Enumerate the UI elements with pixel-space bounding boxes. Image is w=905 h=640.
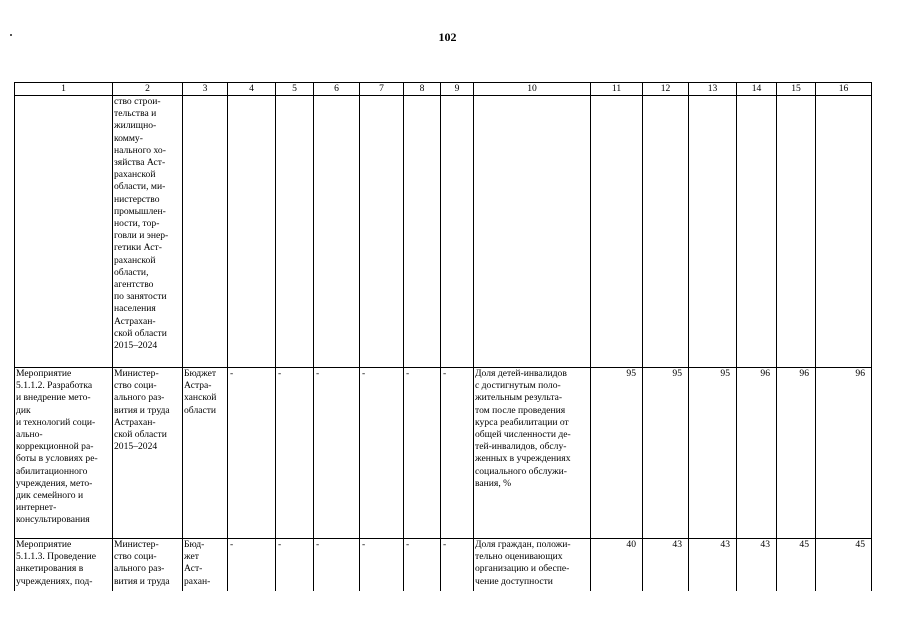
executor-cell: ство строи- тельства и жилищно- комму- нального хо- зяйства Аст- раханской области, ми- нистерство промышлен- ности, тор- говли и энер- гетики Аст- раханской области, агентство по занятости населения Астрахан- ской области 2015–2024 <box>113 96 183 368</box>
indicator-cell: Доля детей-инвалидов с достигнутым поло- жительным результа- том после проведения курса реабилитации от общей численности де- тей-инвалидов, обслу- женных в учреждениях социального обслужи- вания, % <box>474 368 591 539</box>
col-header: 6 <box>314 83 360 96</box>
value-cell: 40 <box>591 539 643 591</box>
dash-cell: - <box>360 539 404 591</box>
col-header: 1 <box>15 83 113 96</box>
value-cell: 45 <box>777 539 816 591</box>
indicator-cell: Доля граждан, положи- тельно оценивающих организацию и обеспе- чение доступности <box>474 539 591 591</box>
dash-cell: - <box>228 539 276 591</box>
dash-cell: - <box>441 539 474 591</box>
col-header: 16 <box>816 83 872 96</box>
col-header: 7 <box>360 83 404 96</box>
activities-table <box>14 82 872 591</box>
col-header: 15 <box>777 83 816 96</box>
value-cell: 96 <box>777 368 816 539</box>
col-header: 5 <box>276 83 314 96</box>
executor-cell: Министер- ство соци- ального раз- вития и труда Астрахан- ской области 2015–2024 <box>113 368 183 539</box>
table-row <box>15 368 872 539</box>
activity-cell: Мероприятие 5.1.1.3. Проведение анкетирования в учреждениях, под- <box>15 539 113 591</box>
table-row <box>15 539 872 591</box>
col-header: 2 <box>113 83 183 96</box>
dash-cell: - <box>228 368 276 539</box>
value-cell: 96 <box>737 368 777 539</box>
activity-cell: Мероприятие 5.1.1.2. Разработка и внедрение мето- дик и технологий соци- ально- коррекционной ра- боты в условиях ре- абилитационного учреждения, мето- дик семейного и интернет- консультирования <box>15 368 113 539</box>
dash-cell: - <box>404 368 441 539</box>
col-header: 13 <box>689 83 737 96</box>
executor-cell: Министер- ство соци- ального раз- вития и труда <box>113 539 183 591</box>
col-header: 3 <box>183 83 228 96</box>
value-cell: 95 <box>591 368 643 539</box>
value-cell: 96 <box>816 368 872 539</box>
col-header: 10 <box>474 83 591 96</box>
table-row-continuation <box>15 96 872 368</box>
col-header: 9 <box>441 83 474 96</box>
funding-source-cell: Бюд- жет Аст- рахан- <box>183 539 228 591</box>
header-row <box>15 83 872 96</box>
dash-cell: - <box>314 368 360 539</box>
dash-cell: - <box>441 368 474 539</box>
col-header: 12 <box>643 83 689 96</box>
value-cell: 95 <box>643 368 689 539</box>
value-cell: 43 <box>737 539 777 591</box>
col-header: 4 <box>228 83 276 96</box>
value-cell: 45 <box>816 539 872 591</box>
dash-cell: - <box>276 368 314 539</box>
dash-cell: - <box>360 368 404 539</box>
value-cell: 43 <box>643 539 689 591</box>
col-header: 11 <box>591 83 643 96</box>
dash-cell: - <box>314 539 360 591</box>
dash-cell: - <box>276 539 314 591</box>
dash-cell: - <box>404 539 441 591</box>
value-cell: 43 <box>689 539 737 591</box>
funding-source-cell: Бюджет Астра- ханской области <box>183 368 228 539</box>
value-cell: 95 <box>689 368 737 539</box>
col-header: 8 <box>404 83 441 96</box>
page-number: 102 <box>438 30 457 44</box>
col-header: 14 <box>737 83 777 96</box>
